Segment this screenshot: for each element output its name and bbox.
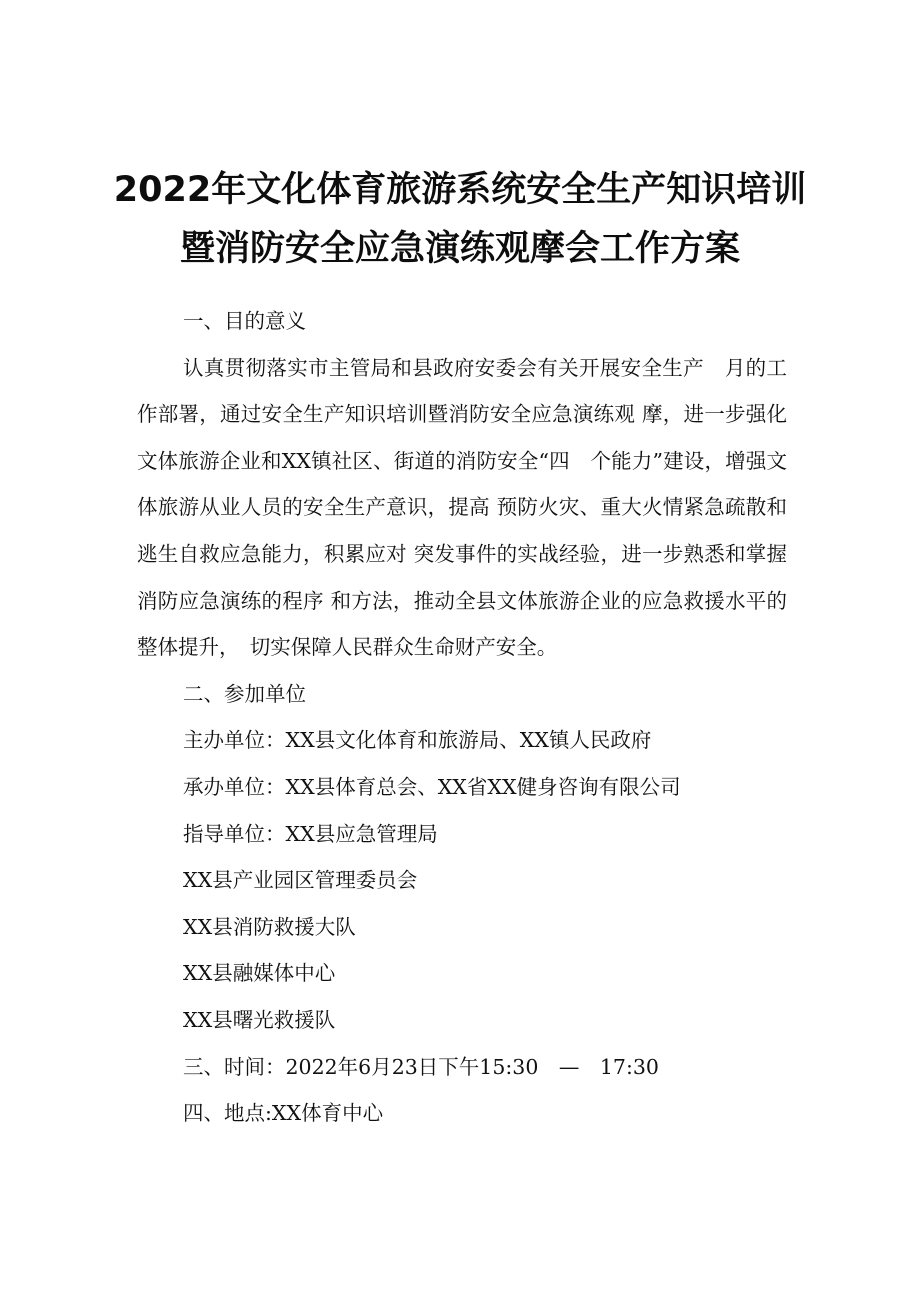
participant-guide: 指导单位：XX县应急管理局 (183, 821, 438, 846)
document-title-line-1: 2022年文化体育旅游系统安全生产知识培训 (113, 170, 807, 210)
section-heading-time: 三、时间：2022年6月23日下午15:30 — 17:30 (183, 1054, 659, 1079)
participant-rescue-team: XX县曙光救援队 (183, 1007, 336, 1032)
participant-organizer: 主办单位：XX县文化体育和旅游局、XX镇人民政府 (183, 728, 652, 753)
purpose-paragraph: 认真贯彻落实市主管局和县政府安委会有关开展安全生产 月的工作部署，通过安全生产知识培训暨消防安全应急演练观 摩，进一步强化文体旅游企业和XX镇社区、街道的消防安全“四 个能力”建设，增强文体旅游从业人员的安全生产意识，提高 预防火灾、重大火情紧急疏散和逃生自救应急能力，积累应对 突发事件的实战经验，进一步熟悉和掌握消防应急演练的程序 和方法，推动全县文体旅游企业的应急救援水平的整体提升， 切实保障人民群众生命财产安全。 (137, 355, 787, 660)
section-heading-purpose: 一、目的意义 (183, 309, 306, 333)
section-heading-location: 四、地点:XX体育中心 (183, 1101, 384, 1126)
participant-fire-rescue: XX县消防救援大队 (183, 914, 356, 939)
document-body (137, 298, 787, 1137)
participant-undertaker: 承办单位：XX县体育总会、XX省XX健身咨询有限公司 (183, 774, 681, 799)
participant-industrial-park: XX县产业园区管理委员会 (183, 868, 418, 893)
document-title-line-2: 暨消防安全应急演练观摩会工作方案 (179, 229, 740, 269)
section-heading-participants: 二、参加单位 (183, 681, 306, 706)
page-blank-area (0, 1150, 920, 1301)
participant-media-center: XX县融媒体中心 (183, 961, 336, 986)
